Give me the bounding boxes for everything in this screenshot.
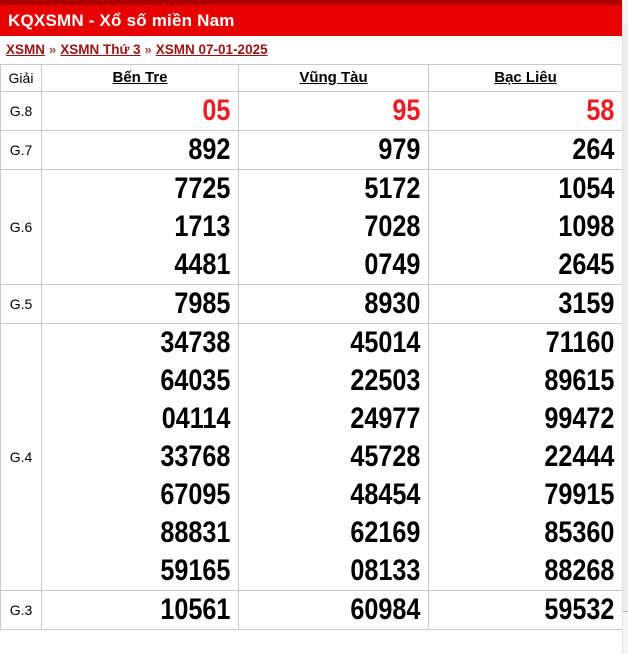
result-number: 95 [392,94,421,127]
result-number: 59165 [160,554,231,587]
scrollbar-thumb[interactable] [623,24,628,612]
scrollbar-track[interactable] [622,0,628,654]
prize-label: G.7 [1,131,42,170]
breadcrumb-separator: » [49,42,57,57]
result-number: 79915 [544,478,615,511]
province-link[interactable]: Vũng Tàu [299,69,368,86]
result-number: 85360 [544,516,615,549]
result-number: 58 [586,94,615,127]
breadcrumb [0,36,628,64]
result-number: 10561 [160,593,231,626]
result-number: 59532 [544,593,615,626]
results-table [0,64,622,630]
result-number: 8930 [364,287,421,320]
result-cell [429,131,623,170]
result-number: 04114 [161,402,231,435]
breadcrumb-link[interactable]: XSMN [6,42,46,57]
result-number: 60984 [350,593,421,626]
prize-row [1,92,623,131]
prize-label: G.6 [1,170,42,285]
result-cell [429,170,623,285]
result-cell [429,324,623,591]
result-cell [42,92,239,131]
result-cell [42,170,239,285]
result-cell [239,131,429,170]
prize-label: G.8 [1,92,42,131]
breadcrumb-link[interactable]: XSMN 07-01-2025 [155,42,268,57]
result-number: 33768 [160,440,231,473]
result-number: 48454 [350,478,421,511]
result-number: 05 [202,94,231,127]
result-number: 1713 [174,210,231,243]
result-number: 62169 [350,516,421,549]
result-number: 4481 [174,248,231,281]
result-cell [239,92,429,131]
result-number: 22503 [350,364,421,397]
prize-row [1,324,623,591]
title-bar [0,5,622,36]
result-number: 34738 [160,326,231,359]
result-cell [429,285,623,324]
result-number: 67095 [160,478,231,511]
result-cell [239,285,429,324]
result-number: 64035 [160,364,231,397]
result-number: 7028 [364,210,421,243]
result-number: 5172 [364,172,421,205]
result-number: 0749 [364,248,421,281]
result-number: 979 [378,133,421,166]
breadcrumb-link[interactable]: XSMN Thứ 3 [60,42,141,57]
page-title: KQXSMN - Xổ số miền Nam [8,10,235,30]
result-cell [239,324,429,591]
result-number: 89615 [544,364,615,397]
result-cell [42,591,239,630]
prize-row [1,131,623,170]
result-number: 264 [572,133,615,166]
result-number: 892 [188,133,231,166]
prize-label: G.5 [1,285,42,324]
result-number: 1054 [558,172,615,205]
breadcrumb-separator: » [144,42,152,57]
table-header-row [1,65,623,92]
result-cell [42,131,239,170]
result-number: 71160 [545,326,615,359]
result-number: 1098 [558,210,615,243]
result-number: 88831 [160,516,231,549]
result-number: 88268 [544,554,615,587]
result-cell [239,170,429,285]
result-number: 45728 [350,440,421,473]
result-number: 08133 [350,554,421,587]
prize-label: G.4 [1,324,42,591]
result-number: 2645 [558,248,615,281]
result-cell [42,324,239,591]
province-column-header [239,65,429,92]
result-number: 45014 [350,326,421,359]
result-cell [42,285,239,324]
prize-row [1,591,623,630]
result-cell [429,92,623,131]
result-number: 99472 [544,402,615,435]
result-cell [429,591,623,630]
province-link[interactable]: Bạc Liêu [494,69,557,86]
prize-label: G.3 [1,591,42,630]
result-number: 7725 [174,172,231,205]
result-number: 22444 [544,440,615,473]
prize-row [1,285,623,324]
province-link[interactable]: Bến Tre [112,69,168,86]
results-table-wrap [0,64,622,635]
prize-column-header: Giải [1,65,42,92]
result-number: 24977 [350,402,421,435]
prize-row [1,170,623,285]
result-number: 3159 [558,287,615,320]
province-column-header [42,65,239,92]
province-column-header [429,65,623,92]
result-number: 7985 [174,287,231,320]
result-cell [239,591,429,630]
